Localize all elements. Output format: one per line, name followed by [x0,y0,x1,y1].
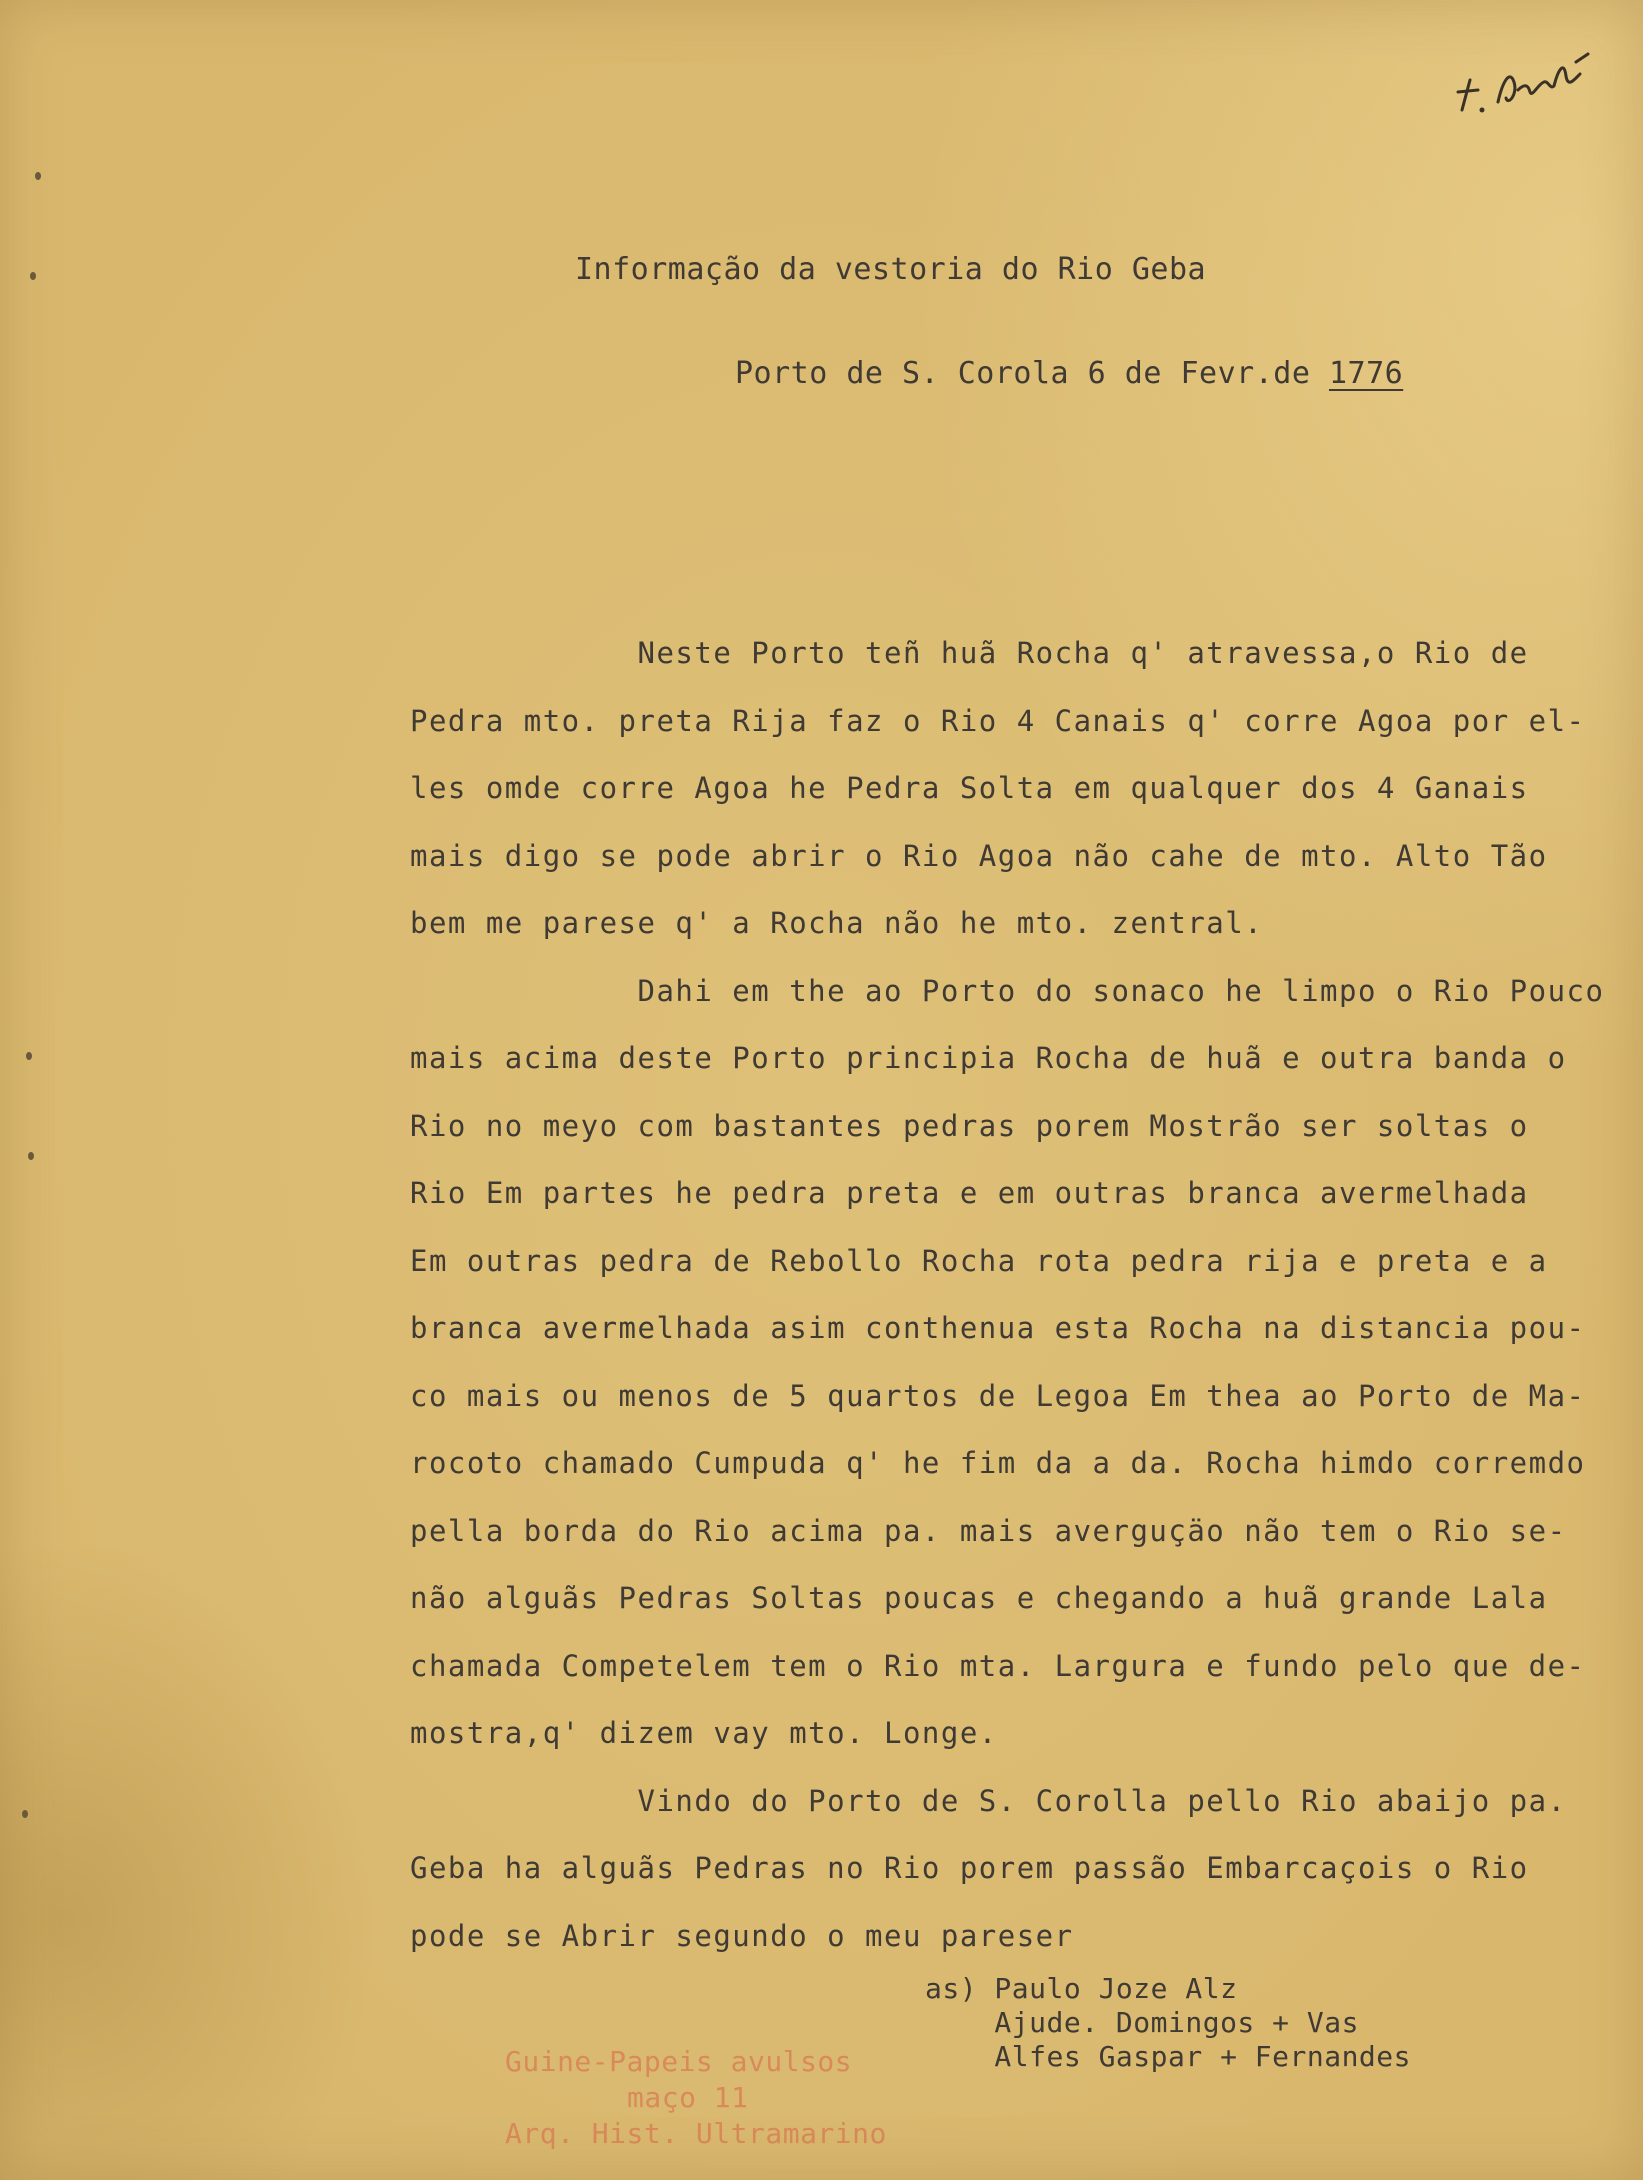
signature-line: as) Paulo Joze Alz [925,1972,1238,2005]
paper-speck [28,1152,34,1160]
body-line: Em outras pedra de Rebollo Rocha rota pedra rija e preta e a [410,1243,1548,1278]
paper-speck [30,272,36,280]
archive-stamp [505,2044,887,2152]
paper-speck [26,1052,32,1060]
signature-line: Alfes Gaspar + Fernandes [925,2040,1412,2073]
body-line: chamada Competelem tem o Rio mta. Largura e fundo pelo que de- [410,1648,1586,1683]
body-line: Neste Porto teñ huã Rocha q' atravessa,o Rio de [410,636,1529,670]
signature-block [925,1972,1411,2074]
body-line: Rio no meyo com bastantes pedras porem Mostrão ser soltas o [410,1108,1529,1143]
body-line: pode se Abrir segundo o meu pareser [410,1918,1074,1953]
paper-speck [22,1810,28,1818]
place-and-date [735,356,1403,391]
body-line: co mais ou menos de 5 quartos de Legoa Em thea ao Porto de Ma- [410,1378,1586,1413]
body-line: Vindo do Porto de S. Corolla pello Rio abaijo pa. [410,1783,1567,1818]
body-line: rocoto chamado Cumpuda q' he fim da a da. Rocha himdo corremdo [410,1446,1586,1480]
body-line: bem me parese q' a Rocha não he mto. zentral. [410,906,1264,940]
body-line: não alguãs Pedras Soltas poucas e chegando a huã grande Lala [410,1581,1548,1615]
place-date-text: Porto de S. Corola 6 de Fevr.de [735,356,1329,391]
document-title: Informação da vestoria do Rio Geba [575,252,1207,287]
body-line: les omde corre Agoa he Pedra Solta em qualquer dos 4 Ganais [410,771,1529,805]
archive-stamp-line: Guine-Papeis avulsos [505,2045,853,2078]
body-line: pella borda do Rio acima pa. mais averguçäo não tem o Rio se- [410,1513,1567,1548]
body-line: mostra,q' dizem vay mto. Longe. [410,1716,998,1750]
signature-line: Ajude. Domingos + Vas [925,2006,1359,2039]
handwritten-annotation [1448,40,1638,130]
handwritten-annotation-mark [1448,40,1638,130]
body-line: branca avermelhada asim conthenua esta Rocha na distancia pou- [410,1311,1586,1345]
document-body [410,620,1630,1970]
archive-stamp-line: maço 11 [627,2081,749,2114]
archive-stamp-line: Arq. Hist. Ultramarino [505,2117,887,2150]
body-line: mais acima deste Porto principia Rocha de huã e outra banda o [410,1041,1567,1075]
body-line: mais digo se pode abrir o Rio Agoa não cahe de mto. Alto Tão [410,838,1548,873]
place-date-year: 1776 [1328,356,1404,391]
paper-speck [35,172,41,180]
body-line: Dahi em the ao Porto do sonaco he limpo o Rio Pouco [410,973,1605,1008]
body-line: Rio Em partes he pedra preta e em outras branca avermelhada [410,1176,1529,1210]
body-line: Pedra mto. preta Rija faz o Rio 4 Canais q' corre Agoa por el- [410,703,1586,738]
body-line: Geba ha alguãs Pedras no Rio porem passão Embarcaçois o Rio [410,1851,1529,1885]
